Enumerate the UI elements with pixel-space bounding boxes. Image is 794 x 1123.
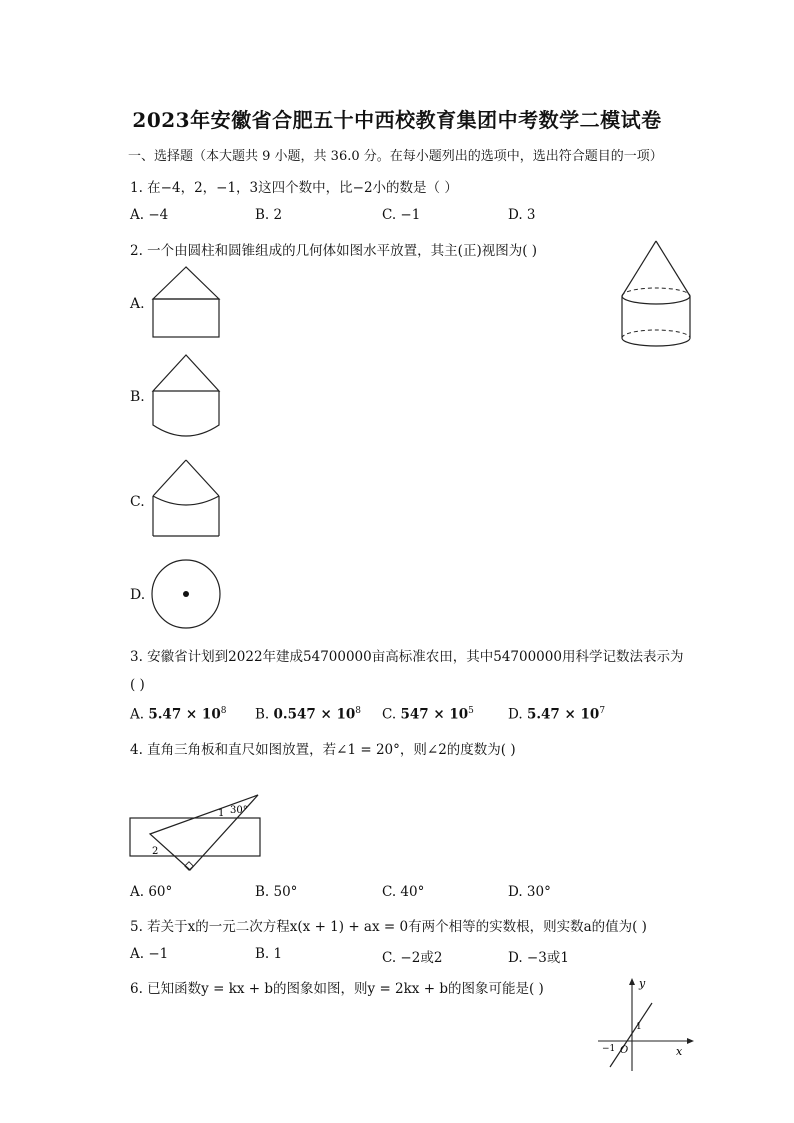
question-3-stem: 3. 安徽省计划到2022年建成54700000亩高标准农田，其中54700000用科学记数法表示为 (130, 649, 684, 665)
q5-option-b[interactable]: B. 1 (255, 946, 283, 962)
q3-option-c-base: 547 × 10 (400, 706, 469, 723)
q3-option-d-base: 5.47 × 10 (526, 706, 600, 723)
q2-option-d-label[interactable]: D. (130, 587, 146, 603)
q2-option-a-figure[interactable] (150, 265, 222, 341)
q3-option-c-exp: 5 (468, 706, 474, 716)
q3-option-a-base: 5.47 × 10 (148, 706, 221, 723)
q6-linear-function-graph (594, 975, 698, 1075)
q3-option-d[interactable] (508, 706, 605, 723)
q2-option-c-label[interactable]: C. (130, 494, 145, 510)
section-heading: 一、选择题（本大题共 9 小题，共 36.0 分。在每小题列出的选项中，选出符合题目的一项） (128, 149, 663, 164)
q1-option-b[interactable]: B. 2 (255, 207, 283, 223)
q3-option-c-label: C. (382, 706, 397, 723)
q2-option-a-label[interactable]: A. (130, 296, 145, 312)
page-title: 2023年安徽省合肥五十中西校教育集团中考数学二模试卷 (132, 108, 662, 132)
q3-option-a-exp: 8 (220, 706, 227, 716)
question-6-stem: 6. 已知函数y = kx + b的图象如图，则y = 2kx + b的图象可能是( ) (130, 981, 544, 997)
q6-y-axis-label: y (639, 977, 646, 990)
question-1-stem: 1. 在−4，2，−1，3这四个数中，比−2小的数是（ ） (130, 180, 458, 196)
q4-ruler-triangle-figure (128, 790, 268, 875)
q4-angle-30-label: 30° (230, 805, 248, 816)
q4-option-b[interactable]: B. 50° (255, 884, 298, 900)
question-4-stem: 4. 直角三角板和直尺如图放置，若∠1 = 20°，则∠2的度数为( ) (130, 742, 516, 758)
q2-option-b-figure[interactable] (150, 353, 222, 441)
q1-option-d[interactable]: D. 3 (508, 207, 536, 223)
q6-intercept-1-label: 1 (636, 1022, 642, 1032)
q3-option-b-base: 0.547 × 10 (273, 706, 356, 723)
q4-option-c[interactable]: C. 40° (382, 884, 425, 900)
q3-option-d-exp: 7 (599, 706, 606, 716)
q1-option-a[interactable]: A. −4 (130, 207, 169, 223)
q3-option-d-label: D. (508, 706, 523, 723)
q3-option-a-label: A. (130, 706, 145, 723)
question-2-stem: 2. 一个由圆柱和圆锥组成的几何体如图水平放置，其主(正)视图为( ) (130, 243, 538, 259)
q1-option-c[interactable]: C. −1 (382, 207, 421, 223)
q4-angle-1-label: 1 (218, 808, 225, 819)
q5-option-c[interactable]: C. −2或2 (382, 950, 443, 966)
q2-option-d-figure[interactable] (150, 559, 222, 631)
q2-option-b-label[interactable]: B. (130, 389, 145, 405)
q6-neg-1-label: −1 (602, 1044, 616, 1054)
q6-origin-label: O (620, 1045, 629, 1056)
q3-option-a[interactable] (130, 706, 226, 723)
q3-option-c[interactable] (382, 706, 474, 723)
q3-option-b-label: B. (255, 706, 270, 723)
q2-option-c-figure[interactable] (150, 458, 222, 542)
q3-option-b-exp: 8 (355, 706, 362, 716)
q5-option-d[interactable]: D. −3或1 (508, 950, 569, 966)
q4-option-d[interactable]: D. 30° (508, 884, 551, 900)
question-5-stem: 5. 若关于x的一元二次方程x(x + 1) + ax = 0有两个相等的实数根，则实数a的值为( ) (130, 919, 647, 935)
q2-solid-figure (616, 238, 696, 353)
q6-x-axis-label: x (676, 1045, 683, 1058)
q3-option-b[interactable] (255, 706, 361, 723)
q4-angle-2-label: 2 (152, 846, 159, 857)
q4-option-a[interactable]: A. 60° (130, 884, 173, 900)
q5-option-a[interactable]: A. −1 (130, 946, 169, 962)
question-3-stem-continued: ( ) (130, 677, 145, 693)
